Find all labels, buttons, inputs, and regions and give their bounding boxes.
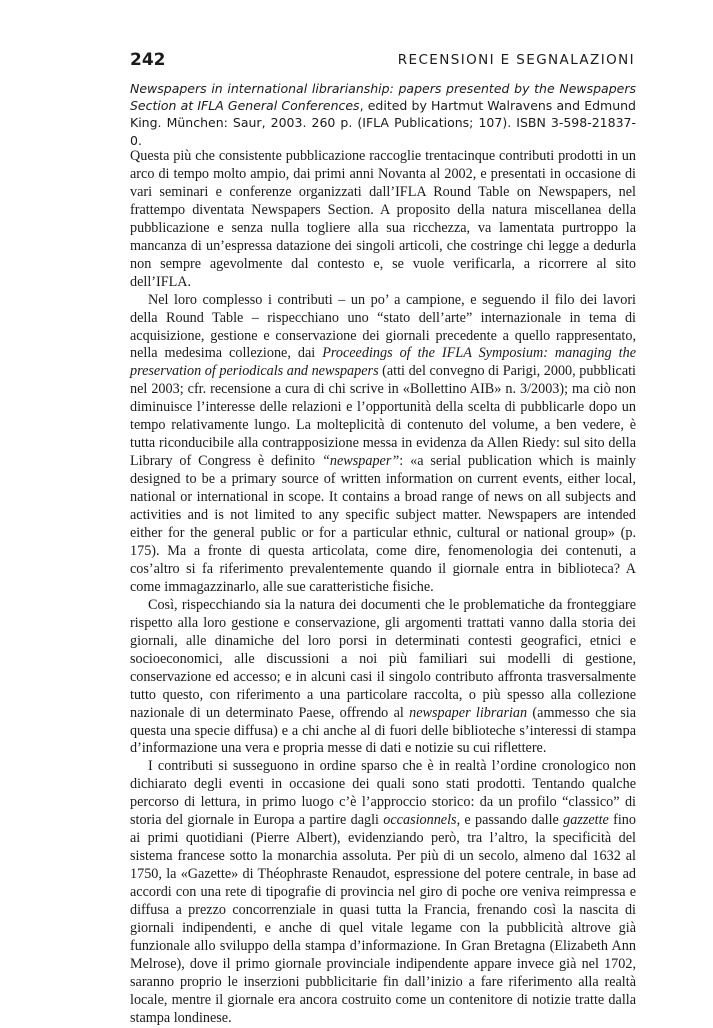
paragraph-1: Questa più che consistente pubblicazione raccoglie trentacinque contributi prodotti in un arco di tempo molto ampio, dai primi anni Novanta al 2002, e presentati in occasione di vari seminari e conferenze organizzati dall’IFLA Round Table on Newspapers, nel frattempo diventata Newspapers Section. A proposito della natura miscellanea della pubblicazione e senza nulla togliere alla sua ricchezza, va lamentata purtroppo la mancanza di un’espressa datazione dei singoli articoli, che costringe chi legge a dedurla non sempre agevolmente dal contesto e, se vuole verificarla, a ricorrere al sito dell’IFLA.: [130, 148, 636, 290]
newspaper-term: “newspaper”: [322, 453, 400, 470]
page-number: 242: [130, 50, 166, 70]
paragraph-2: [130, 292, 636, 597]
paragraph-4-text-c: , e passando dalle: [456, 812, 564, 829]
paragraph-3-text-a: Così, rispecchiando sia la natura dei documenti che le problematiche da fronteggiare rispetto alla loro gestione e conservazione, gli argomenti trattati vanno dalla storia dei giornali, alle dinamiche del loro porsi in determinati contesti geografici, etnici e socioeconomici, alle discussioni a noi più familiari sui modelli di gestione, conservazione ed accesso; e in alcuni casi il singolo contributo affronta trasversalmente tutto questo, con riferimento a una particolare raccolta, o più spesso alla collezione nazionale di un determinato Paese, offrendo al: [130, 596, 636, 721]
paragraph-4: [130, 758, 636, 1027]
review-body: [130, 148, 636, 1028]
paragraph-4-text-a: I contributi si susseguono in ordine sparso che è in realtà l’ordine cronologico non dichiarato degli eventi in occasione dei quali sono stati prodotti. Tentando qualche percorso di lettura, in primo luogo c’è l’approccio storico: da un profilo “classico” di storia del giornale in Europa a partire dagli: [130, 758, 636, 829]
book-title: Newspapers in international librarianship: papers presented by the Newspapers Section at IFLA General Conferences: [130, 81, 636, 114]
running-head: [130, 48, 635, 72]
newspaper-librarian-term: newspaper librarian: [409, 704, 528, 721]
book-details: , edited by Hartmut Walravens and Edmund King. München: Saur, 2003. 260 p. (IFLA Publications; 107). ISBN 3-598-21837-0.: [130, 98, 636, 148]
paragraph-4-text-e: fino ai primi quotidiani (Pierre Albert), evidenziando però, tra l’altro, la specificità del sistema francese sotto la monarchia assoluta. Per più di un secolo, almeno dal 1632 al 1750, la «Gazette» di Théophraste Renaudot, espressione del potere centrale, in base ad accordi con una rete di tipografie di provincia nel giro di poche ore veniva reimpressa e diffusa a prezzo concorrenziale in quasi tutta la Francia, frenando così la nascita di giornali indipendenti, e anche di quel vitale legame con la pubblicità altrove già funzionale allo sviluppo della stampa d’informazione. In Gran Bretagna (Elizabeth Ann Melrose), dove il primo giornale provinciale indipendente appare invece già nel 1702, saranno proprio le inserzioni pubblicitarie fin dall’inizio a fare riferimento alla realtà locale, mentre il giornale era ancora costruito come un contenitore di notizie tratte dalla stampa londinese.: [130, 812, 636, 1026]
paragraph-2-text-e: : «a serial publication which is mainly designed to be a primary source of written information on current events, either local, national or international in scope. It contains a broad range of news on all subjects and activities and is not limited to any specific subject matter. Newspapers are intended either for the general public or for a particular ethnic, cultural or national group» (p. 175). Ma a fronte di questa articolata, come dire, fenomenologia dei contenuti, a cos’altro si fa riferimento prevalentemente quando il giornale entra in biblioteca? A come immagazzinarlo, alle sue caratteristiche fisiche.: [130, 453, 636, 595]
occasionnels-term: occasionnels: [383, 812, 457, 829]
book-citation: [130, 80, 636, 149]
proceedings-title: Proceedings of the IFLA Symposium: managing the preservation of periodicals and newspapers: [130, 345, 636, 380]
paragraph-2-text-a: Nel loro complesso i contributi – un po’ a campione, e seguendo il filo dei lavori della Round Table – rispecchiano uno “stato dell’arte” internazionale in tema di acquisizione, gestione e conservazione dei giornali precedente a quello rappresentato, nella medesima collezione, dai: [130, 291, 636, 362]
paragraph-3-text-c: (ammesso che sia questa una specie diffusa) e a chi anche al di fuori delle biblioteche s’interessi di stampa d’informazione una vera e propria messe di dati e notizie su cui riflettere.: [130, 704, 636, 757]
paragraph-2-text-c: (atti del convegno di Parigi, 2000, pubblicati nel 2003; cfr. recensione a cura di chi scrive in «Bollettino AIB» n. 3/2003); ma ciò non diminuisce l’interesse delle relazioni e l’opportunità della scelta di pubblicarle dopo un tempo relativamente lungo. La molteplicità di contenuto del volume, a ben vedere, è tutta riconducibile alla contrapposizione messa in evidenza da Allen Riedy: sul sito della Library of Congress è definito: [130, 363, 636, 470]
gazzette-term: gazzette: [563, 812, 609, 829]
section-title: RECENSIONI E SEGNALAZIONI: [397, 52, 635, 68]
paragraph-3: [130, 597, 636, 759]
